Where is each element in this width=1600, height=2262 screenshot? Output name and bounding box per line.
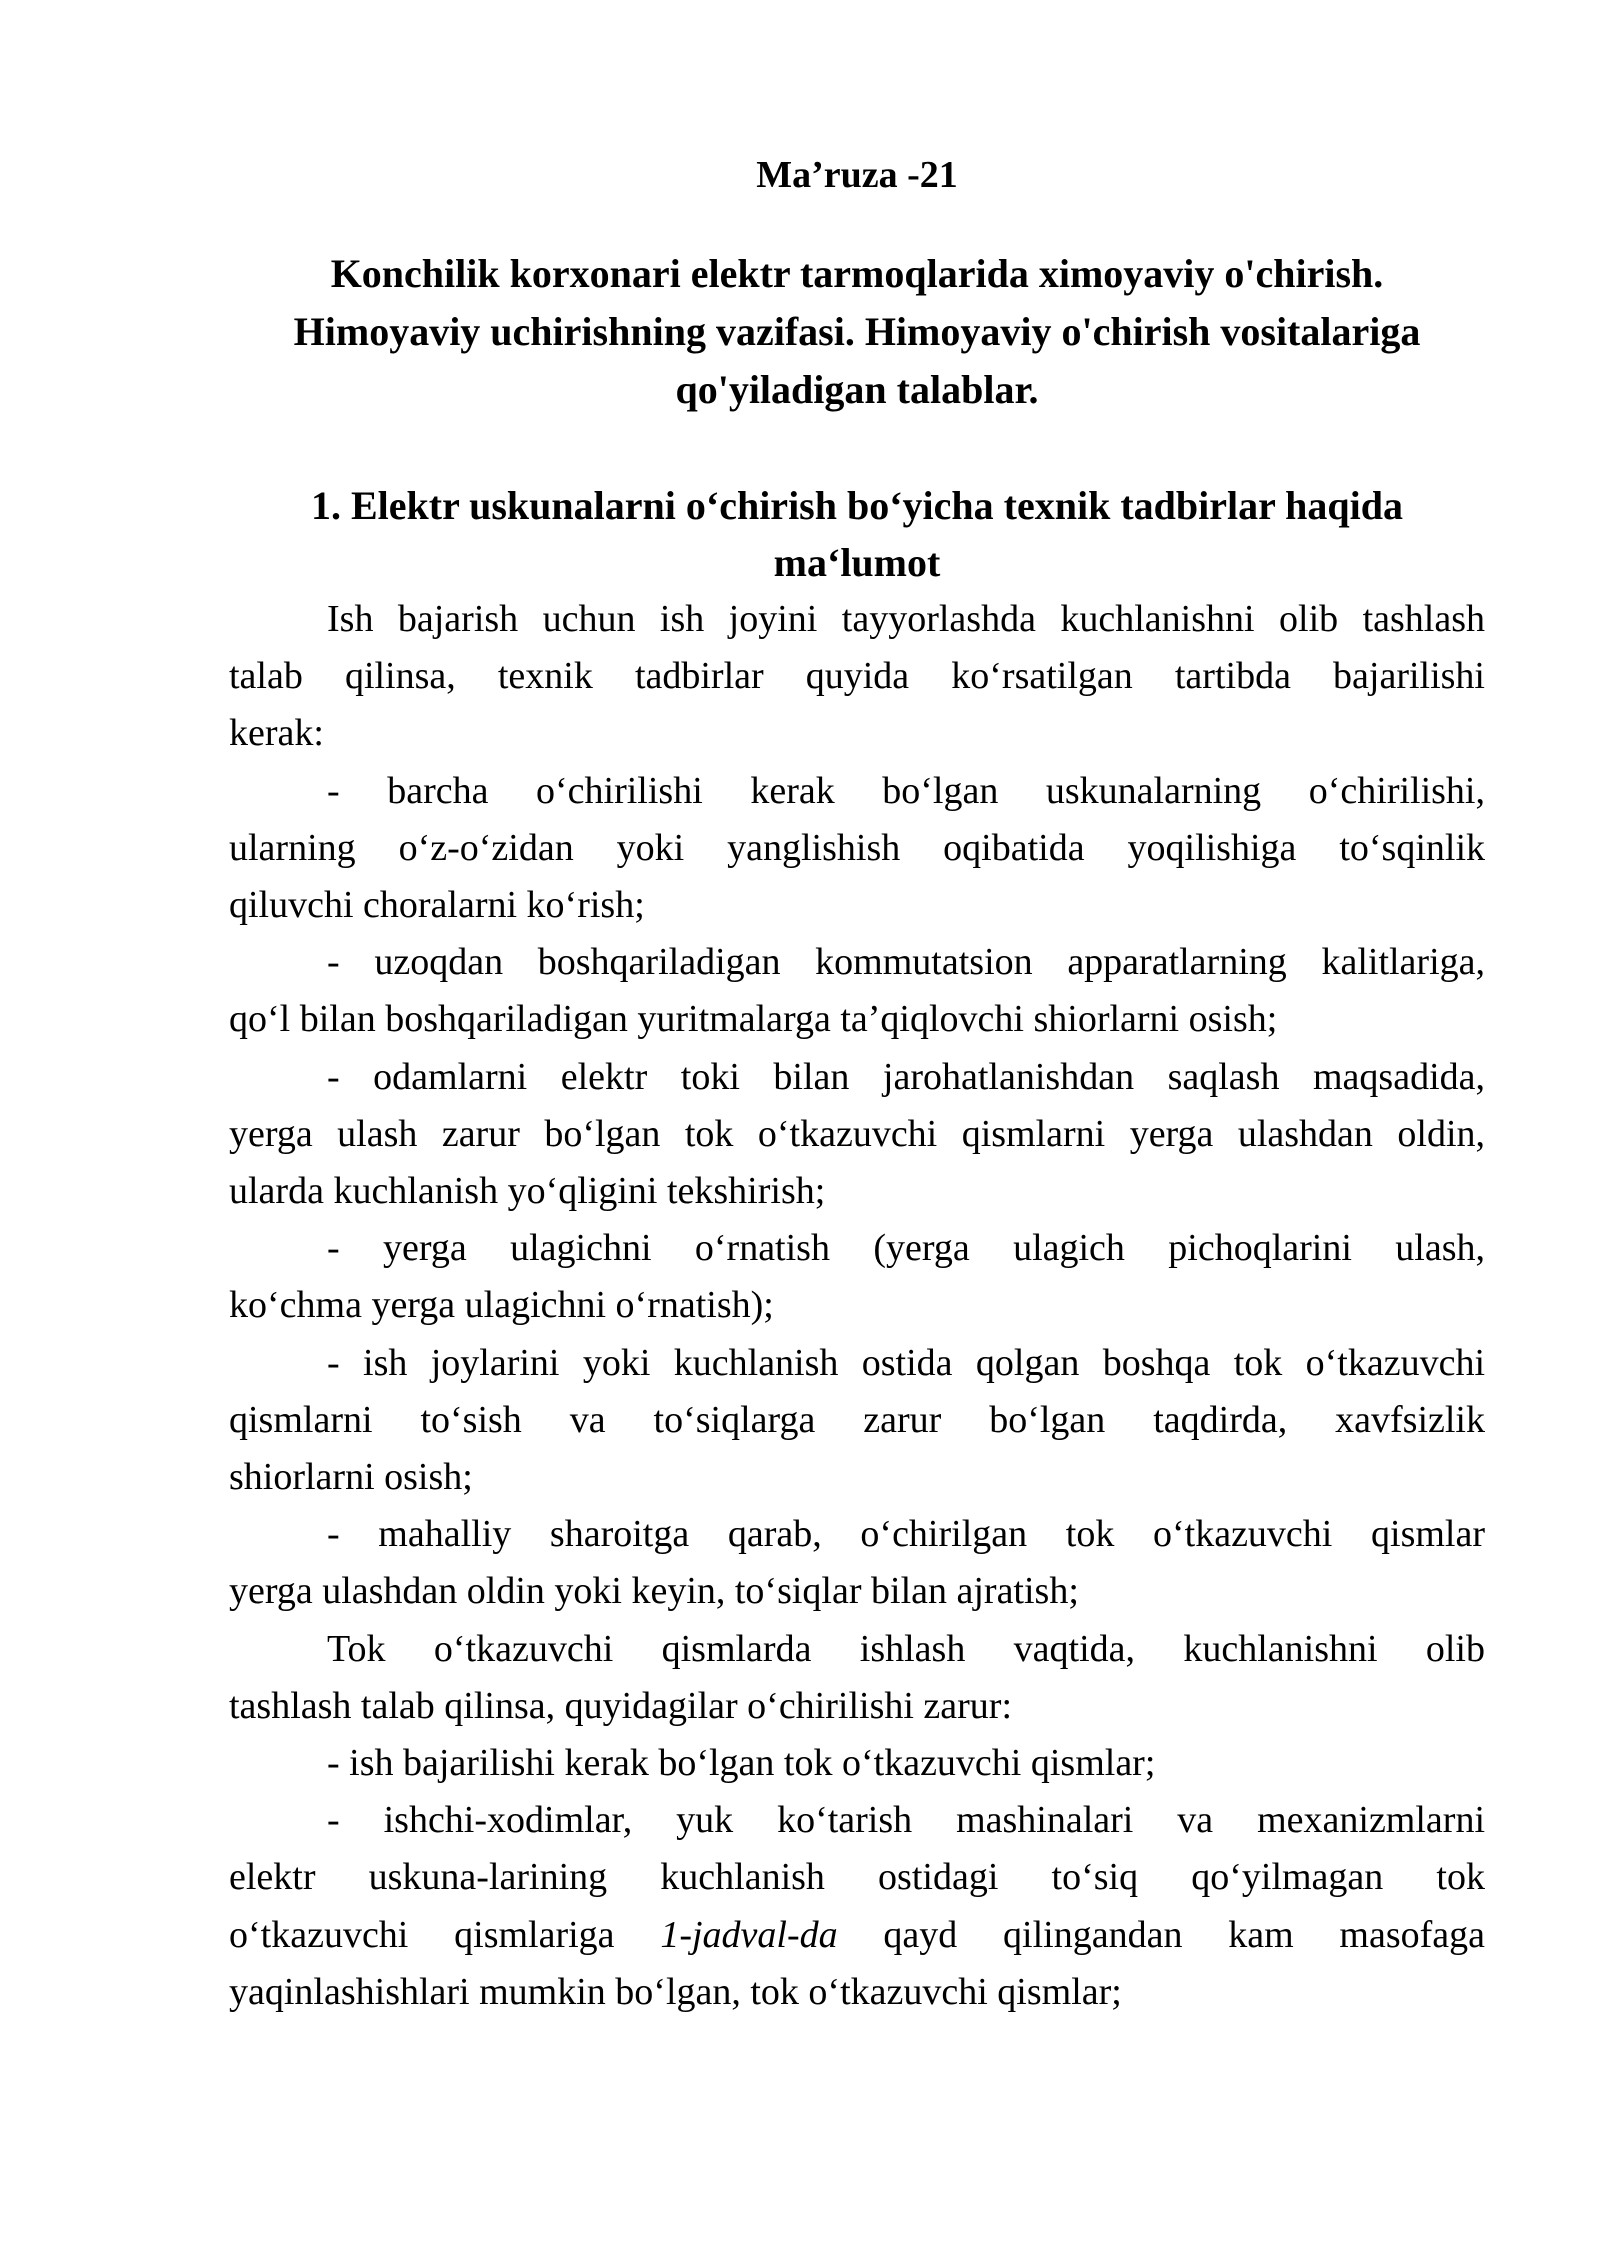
title-line: Konchilik korxonari elektr tarmoqlarida ximoyaviy o'chirish. xyxy=(330,251,1384,296)
list-item xyxy=(229,1792,1485,2021)
text-line-with-reference xyxy=(229,1907,1485,1964)
list-item xyxy=(229,934,1485,1048)
section-heading-line: 1. Elektr uskunalarni o‘chirish bo‘yicha texnik tadbirlar haqida xyxy=(310,483,1404,528)
text-line: - barcha o‘chirilishi kerak bo‘lgan uskunalarning o‘chirilishi, xyxy=(327,769,1485,812)
text-segment: o‘tkazuvchi qismlariga xyxy=(229,1913,661,1956)
text-line: - yerga ulagichni o‘rnatish (yerga ulagich pichoqlarini ulash, xyxy=(327,1227,1485,1270)
text-line: elektr uskuna-larining kuchlanish ostidagi to‘siq qo‘yilmagan tok xyxy=(229,1856,1485,1899)
text-segment: qayd qilingandan kam masofaga xyxy=(837,1913,1486,1956)
text-line: - ish bajarilishi kerak bo‘lgan tok o‘tkazuvchi qismlar; xyxy=(327,1742,1156,1785)
text-line: yerga ulash zarur bo‘lgan tok o‘tkazuvchi qismlarni yerga ulashdan oldin, xyxy=(229,1112,1485,1155)
text-line: qo‘l bilan boshqariladigan yuritmalarga ta’qiqlovchi shiorlarni osish; xyxy=(229,998,1278,1041)
section-heading xyxy=(229,477,1485,591)
text-line: qiluvchi choralarni ko‘rish; xyxy=(229,884,645,927)
list-item xyxy=(229,763,1485,935)
text-line: - mahalliy sharoitga qarab, o‘chirilgan tok o‘tkazuvchi qismlar xyxy=(327,1513,1485,1556)
intro-paragraph xyxy=(229,591,1485,763)
text-line: tashlash talab qilinsa, quyidagilar o‘chirilishi zarur: xyxy=(229,1684,1013,1727)
text-line: - odamlarni elektr toki bilan jarohatlanishdan saqlash maqsadida, xyxy=(327,1055,1485,1098)
text-line: talab qilinsa, texnik tadbirlar quyida ko‘rsatilgan tartibda bajarilishi xyxy=(229,655,1485,698)
list-item xyxy=(229,1335,1485,1507)
lecture-number: Ma’ruza -21 xyxy=(756,154,958,196)
text-line: - ishchi-xodimlar, yuk ko‘tarish mashinalari va mexanizmlarni xyxy=(327,1799,1485,1842)
list-item xyxy=(229,1735,1485,1792)
text-line: - uzoqdan boshqariladigan kommutatsion apparatlarning kalitlariga, xyxy=(327,941,1485,984)
title-line: Himoyaviy uchirishning vazifasi. Himoyaviy o'chirish vositalariga xyxy=(293,309,1421,354)
text-line: Ish bajarish uchun ish joyini tayyorlashda kuchlanishni olib tashlash xyxy=(327,598,1485,640)
text-line: qismlarni to‘sish va to‘siqlarga zarur bo‘lgan taqdirda, xavfsizlik xyxy=(229,1398,1485,1441)
text-line: Tok o‘tkazuvchi qismlarda ishlash vaqtida, kuchlanishni olib xyxy=(327,1627,1485,1670)
table-reference: 1-jadval-da xyxy=(660,1913,838,1956)
text-line: ularning o‘z-o‘zidan yoki yanglishish oqibatida yoqilishiga to‘sqinlik xyxy=(229,826,1485,869)
title-line: qo'yiladigan talablar. xyxy=(675,367,1039,412)
text-line: - ish joylarini yoki kuchlanish ostida qolgan boshqa tok o‘tkazuvchi xyxy=(327,1341,1485,1384)
text-line: yerga ulashdan oldin yoki keyin, to‘siqlar bilan ajratish; xyxy=(229,1570,1079,1613)
section-heading-line: ma‘lumot xyxy=(773,540,941,585)
text-line: kerak: xyxy=(229,712,324,755)
document-body xyxy=(229,591,1485,2021)
list-item xyxy=(229,1506,1485,1620)
text-line: ko‘chma yerga ulagichni o‘rnatish); xyxy=(229,1284,774,1327)
list-item xyxy=(229,1049,1485,1221)
text-line: ularda kuchlanish yo‘qligini tekshirish; xyxy=(229,1170,826,1213)
document-title xyxy=(229,245,1485,419)
text-line: yaqinlashishlari mumkin bo‘lgan, tok o‘tkazuvchi qismlar; xyxy=(229,1970,1122,2013)
body-paragraph xyxy=(229,1621,1485,1735)
list-item xyxy=(229,1220,1485,1334)
text-line: shiorlarni osish; xyxy=(229,1456,473,1499)
